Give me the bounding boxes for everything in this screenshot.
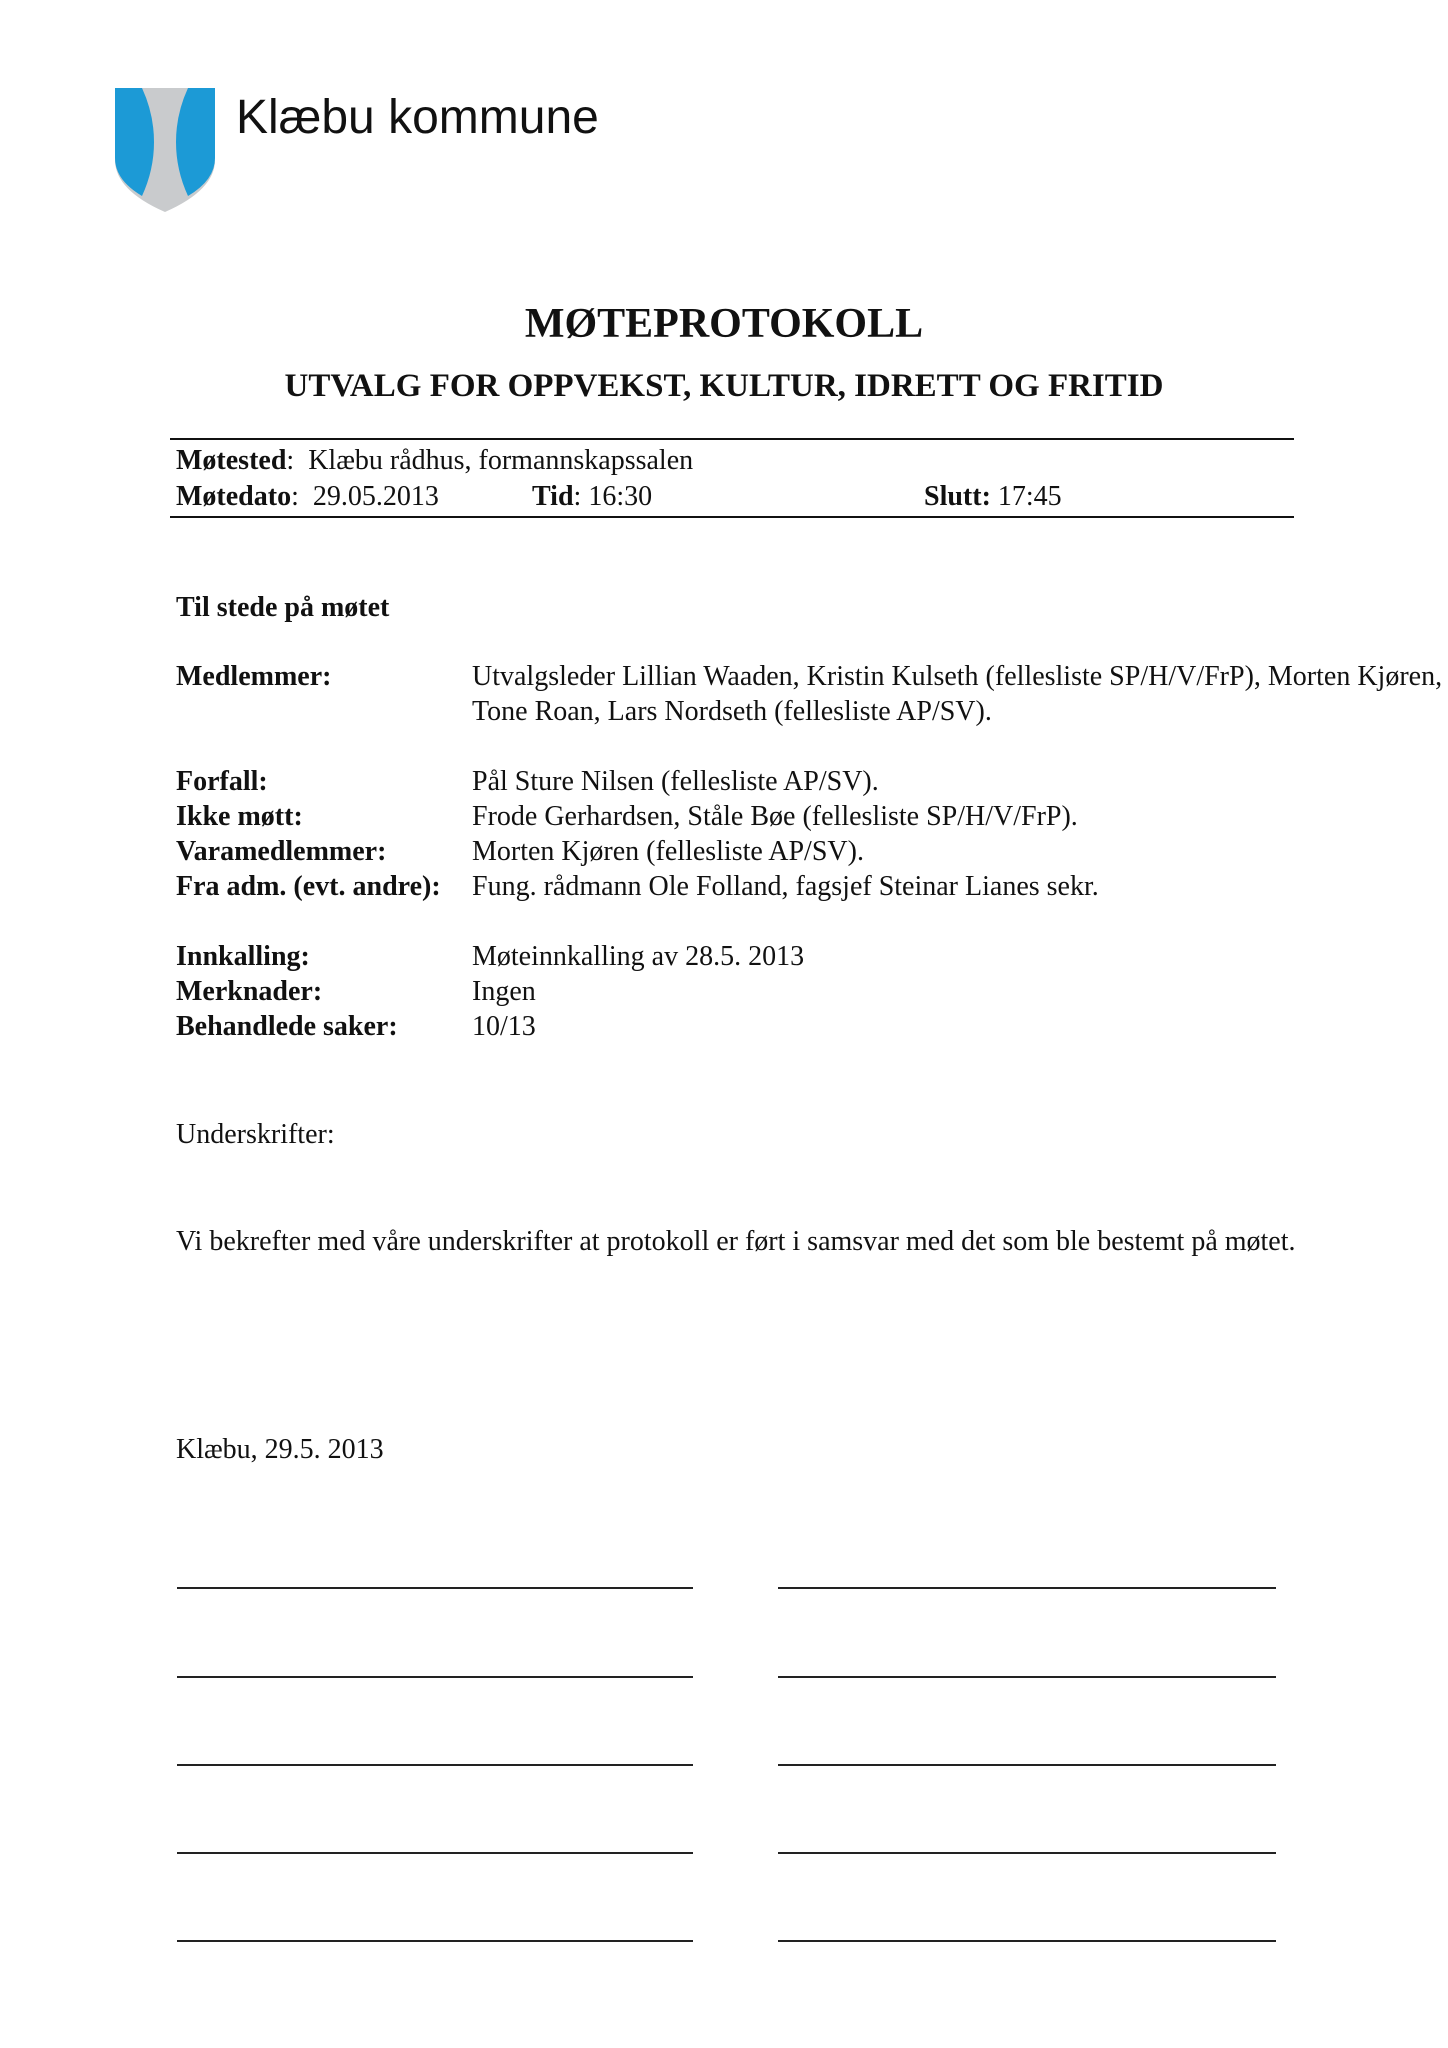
substitutes-label: Varamedlemmer: — [176, 836, 387, 867]
place-and-date: Klæbu, 29.5. 2013 — [176, 1434, 384, 1465]
signature-line[interactable] — [778, 1940, 1276, 1942]
bottom-rule — [170, 516, 1294, 518]
municipality-name: Klæbu kommune — [236, 91, 599, 144]
signature-line[interactable] — [177, 1940, 693, 1942]
meeting-time: Tid: 16:30 — [532, 481, 653, 512]
attendance-heading: Til stede på møtet — [176, 592, 390, 623]
meeting-date-label: Møtedato — [176, 481, 292, 512]
signature-line[interactable] — [177, 1764, 693, 1766]
meeting-date-value: 29.05.2013 — [312, 481, 439, 512]
substitutes-value: Morten Kjøren (fellesliste AP/SV). — [472, 836, 864, 867]
remarks-value: Ingen — [472, 976, 536, 1007]
not-attended-value: Frode Gerhardsen, Ståle Bøe (fellesliste SP/H/V/FrP). — [472, 801, 1078, 832]
document-title: MØTEPROTOKOLL — [524, 301, 924, 347]
summons-value: Møteinnkalling av 28.5. 2013 — [472, 941, 805, 972]
meeting-place-line: Møtested: Klæbu rådhus, formannskapssalen — [176, 445, 694, 476]
members-label: Medlemmer: — [176, 661, 332, 692]
absent-label: Forfall: — [176, 766, 268, 797]
signature-line[interactable] — [177, 1587, 693, 1589]
meeting-date-line: Møtedato: 29.05.2013 — [176, 481, 439, 512]
not-attended-label: Ikke møtt: — [176, 801, 303, 832]
signatures-statement: Vi bekrefter med våre underskrifter at protokoll er ført i samsvar med det som ble bestemt på møtet. — [176, 1226, 1296, 1257]
meeting-end — [924, 480, 1062, 514]
meeting-place-value: Klæbu rådhus, formannskapssalen — [308, 445, 694, 476]
signature-line[interactable] — [778, 1587, 1276, 1589]
meeting-place-label: Møtested — [176, 445, 287, 476]
summons-label: Innkalling: — [176, 941, 310, 972]
coat-of-arms-icon — [112, 86, 218, 212]
absent-value: Pål Sture Nilsen (fellesliste AP/SV). — [472, 766, 879, 797]
signature-line[interactable] — [778, 1764, 1276, 1766]
signature-line[interactable] — [177, 1676, 693, 1678]
admin-label: Fra adm. (evt. andre): — [176, 871, 441, 902]
signatures-heading: Underskrifter: — [176, 1119, 335, 1150]
meeting-end-value: 17:45 — [997, 481, 1062, 512]
admin-value: Fung. rådmann Ole Folland, fagsjef Steinar Lianes sekr. — [472, 871, 1099, 902]
committee-name: UTVALG FOR OPPVEKST, KULTUR, IDRETT OG FRITID — [284, 368, 1164, 404]
cases-value: 10/13 — [472, 1011, 536, 1042]
remarks-label: Merknader: — [176, 976, 323, 1007]
signature-line[interactable] — [778, 1852, 1276, 1854]
members-value: Utvalgsleder Lillian Waaden, Kristin Kulseth (fellesliste SP/H/V/FrP), Morten Kjøren, Tone Roan, Lars Nordseth (fellesliste AP/SV). — [472, 661, 1443, 727]
signature-line[interactable] — [778, 1676, 1276, 1678]
meeting-end-label: Slutt: — [924, 481, 991, 512]
top-rule — [170, 438, 1294, 440]
meeting-time-label: Tid — [532, 481, 574, 512]
signature-line[interactable] — [177, 1852, 693, 1854]
cases-label: Behandlede saker: — [176, 1011, 398, 1042]
meeting-time-value: 16:30 — [588, 481, 653, 512]
